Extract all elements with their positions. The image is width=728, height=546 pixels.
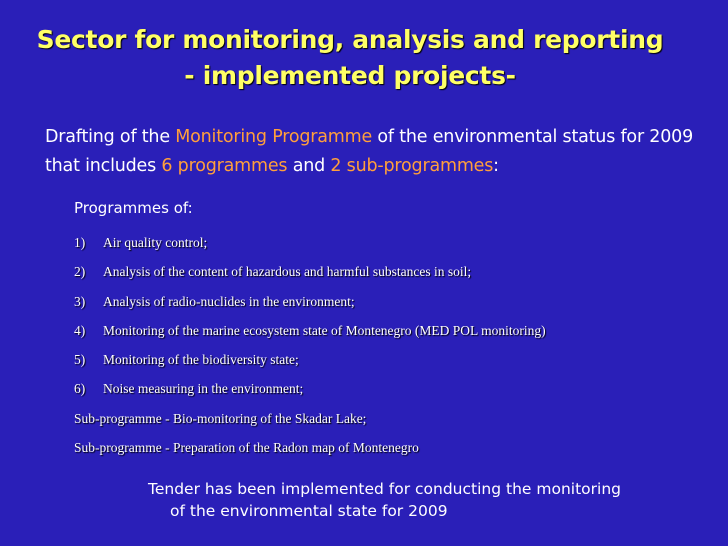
item-number: 1) (74, 235, 86, 250)
intro-text-1: Drafting of the (45, 127, 176, 147)
programmes-heading: Programmes of: (74, 199, 193, 217)
sub-programme-item (74, 404, 546, 433)
title-line-2: - implemented projects- (184, 61, 516, 90)
item-text: Noise measuring in the environment; (103, 381, 304, 397)
item-number: 6) (74, 381, 86, 397)
list-item (74, 345, 546, 374)
list-item (74, 228, 546, 257)
item-number: 4) (74, 322, 86, 338)
item-text: Monitoring of the marine ecosystem state of Montenegro (MED POL monitoring) (103, 322, 546, 338)
tender-line-2: of the environmental state for 2009 (170, 502, 448, 520)
item-text: Analysis of radio-nuclides in the environment; (103, 293, 355, 309)
programme-list (74, 228, 546, 462)
item-text: Monitoring of the biodiversity state; (103, 352, 299, 368)
intro-text-4: : (493, 156, 499, 176)
item-text: Air quality control; (103, 235, 208, 250)
highlight-programmes-count: 6 programmes (161, 156, 288, 176)
intro-text-3: and (287, 156, 331, 176)
item-number: 5) (74, 352, 86, 368)
tender-line-1: Tender has been implemented for conducting the monitoring (148, 480, 621, 498)
intro-paragraph (45, 123, 725, 181)
highlight-sub-programmes-count: 2 sub-programmes (330, 156, 494, 176)
list-item (74, 374, 546, 403)
highlight-monitoring-programme: Monitoring Programme (175, 127, 373, 147)
tender-note (148, 478, 708, 522)
item-text: Sub-programme - Preparation of the Radon map of Montenegro (74, 440, 419, 456)
sub-programme-item (74, 433, 546, 462)
item-text: Sub-programme - Bio-monitoring of the Skadar Lake; (74, 410, 367, 426)
title-line-1: Sector for monitoring, analysis and reporting (36, 25, 664, 54)
list-item (74, 316, 546, 345)
item-number: 3) (74, 293, 86, 309)
item-text: Analysis of the content of hazardous and harmful substances in soil; (103, 264, 472, 280)
list-item (74, 287, 546, 316)
item-number: 2) (74, 264, 86, 280)
slide-title (0, 22, 700, 94)
list-item (74, 257, 546, 286)
intro-text-2: of the environmental status for 2009 that includes (45, 127, 694, 176)
